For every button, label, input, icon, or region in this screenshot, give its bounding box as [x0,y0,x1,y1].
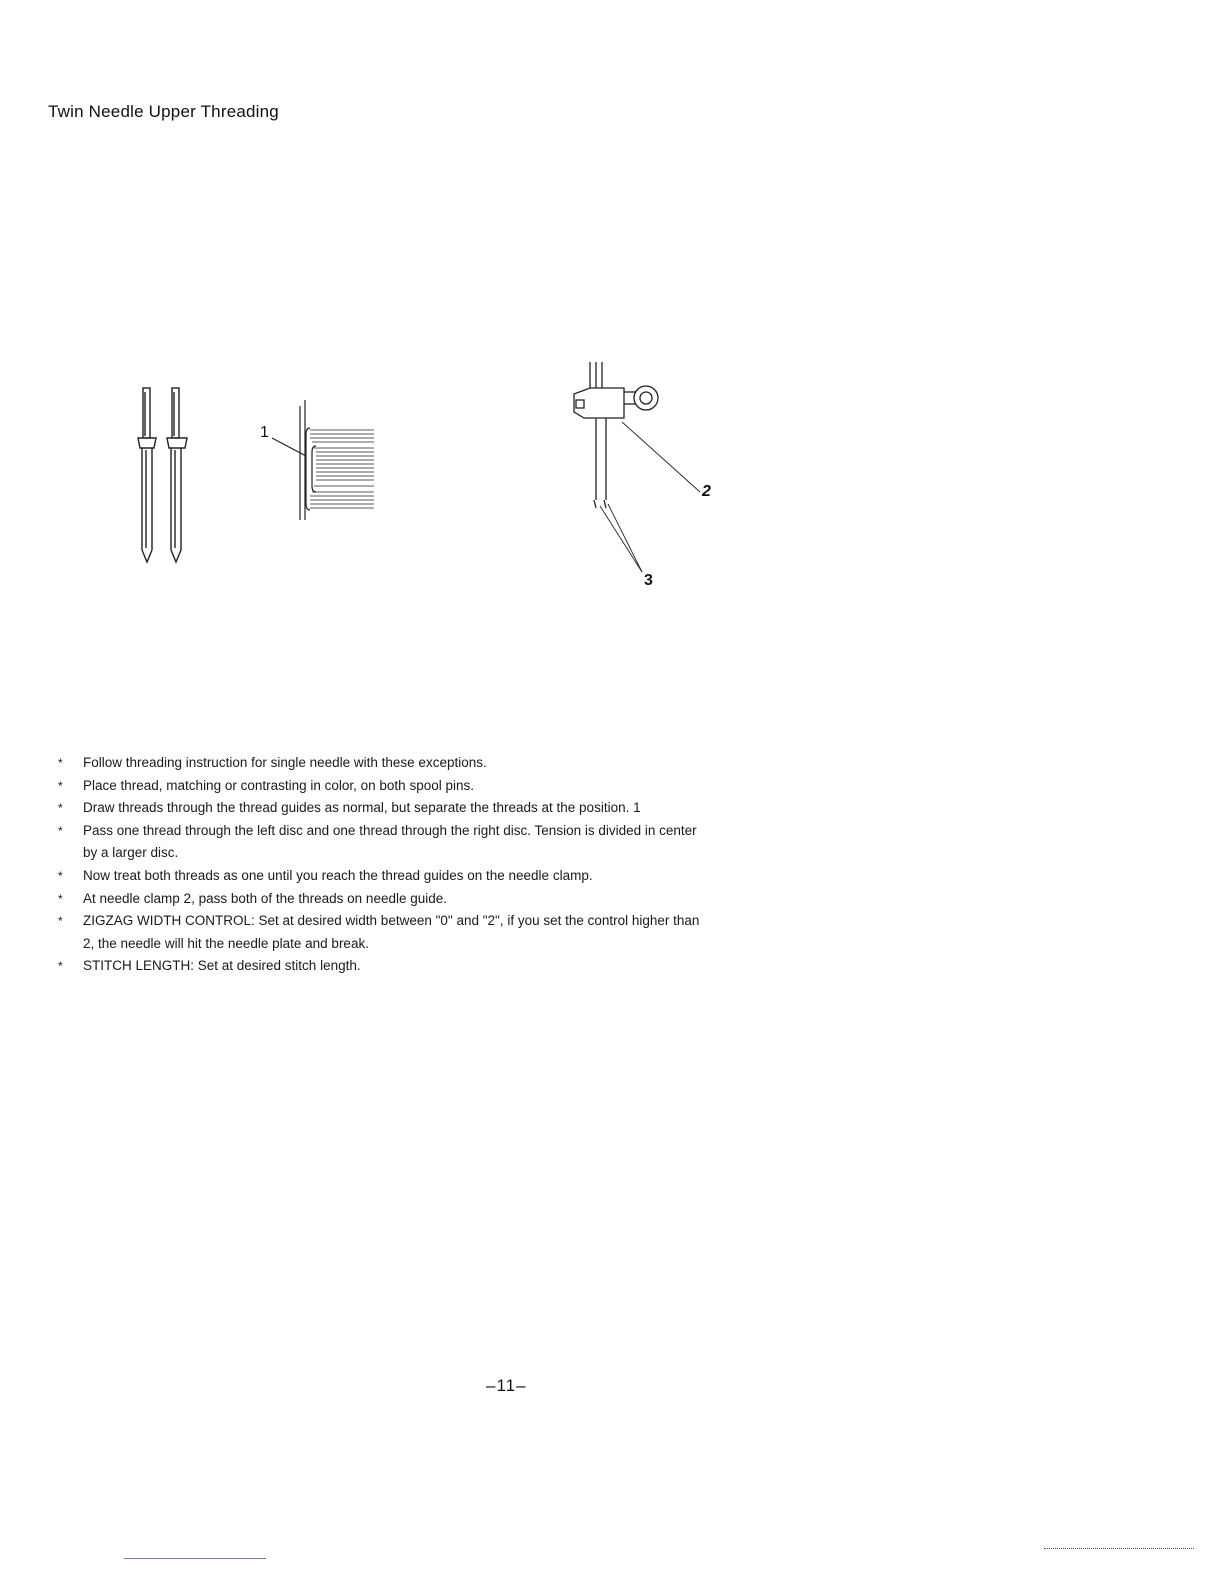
list-item [58,910,708,955]
page-number: –11– [486,1376,527,1395]
tension-disc-illustration [250,398,390,528]
instruction-text: STITCH LENGTH: Set at desired stitch length. [83,958,361,974]
bullet: * [58,891,63,906]
list-item [58,888,708,911]
bullet: * [58,959,63,974]
instruction-text: Follow threading instruction for single needle with these exceptions. [83,755,487,770]
bullet: * [58,914,63,929]
callout-1: 1 [260,424,269,441]
footer-rule-left [124,1558,266,1559]
twin-needle-illustration [126,380,206,570]
instruction-text: At needle clamp 2, pass both of the threads on needle guide. [83,890,448,906]
instruction-list [58,752,708,978]
bullet: * [58,823,63,838]
list-item [58,955,708,978]
instruction-text: Place thread, matching or contrasting in color, on both spool pins. [83,777,474,793]
list-item [58,797,708,820]
list-item [58,820,708,865]
instruction-text: Now treat both threads as one until you reach the thread guides on the needle clamp. [83,867,593,883]
list-item [58,775,708,798]
bullet: * [58,868,63,883]
callout-3: 3 [644,572,653,589]
needle-clamp-illustration [560,358,730,598]
bullet: * [58,778,63,793]
list-item [58,865,708,888]
bullet: * [58,801,63,816]
callout-2: 2 [702,483,711,500]
footer-rule-right [1044,1548,1194,1549]
instruction-text: Draw threads through the thread guides as normal, but separate the threads at the position. 1 [83,800,641,816]
page-title: Twin Needle Upper Threading [48,102,279,121]
instruction-text: Pass one thread through the left disc and one thread through the right disc. Tension is divided in center by a larger disc. [83,822,697,861]
bullet: * [58,756,63,770]
list-item [58,752,708,775]
instruction-text: ZIGZAG WIDTH CONTROL: Set at desired width between "0" and "2", if you set the control higher than 2, the needle will hit the needle plate and break. [83,913,700,951]
